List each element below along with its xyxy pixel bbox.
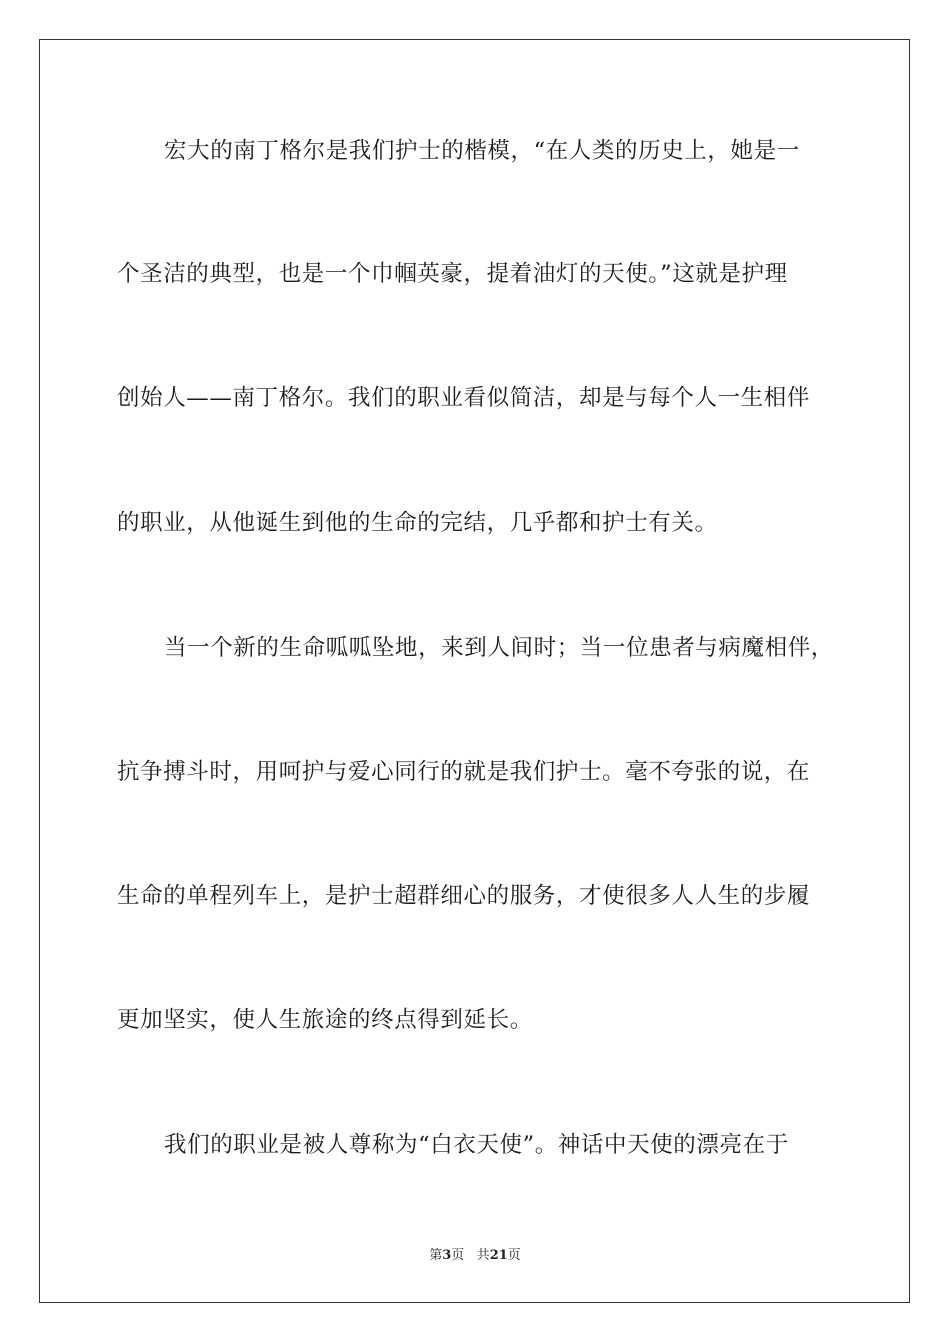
paragraph-1-line-3: 创始人——南丁格尔。我们的职业看似简洁，却是与每个人一生相伴 [117, 385, 811, 411]
paragraph-2-line-3: 生命的单程列车上，是护士超群细心的服务，才使很多人人生的步履 [117, 883, 811, 909]
page-footer [0, 1247, 950, 1265]
page-border [39, 39, 910, 1303]
paragraph-1-line-4: 的职业，从他诞生到他的生命的完结，几乎都和护士有关。 [117, 510, 718, 536]
paragraph-2-line-2: 抗争搏斗时，用呵护与爱心同行的就是我们护士。毫不夸张的说，在 [117, 759, 811, 785]
paragraph-1-line-1: 宏大的南丁格尔是我们护士的楷模，“在人类的历史上，她是一 [164, 138, 800, 164]
total-suffix: 页 [507, 1248, 521, 1263]
page-current-number: 3 [442, 1248, 452, 1263]
page-suffix: 页 [451, 1248, 465, 1263]
paragraph-1-line-2: 个圣洁的典型，也是一个巾帼英豪，提着油灯的天使。”这就是护理 [117, 261, 788, 287]
page-prefix: 第 [429, 1248, 443, 1263]
paragraph-3-line-1: 我们的职业是被人尊称为“白衣天使”。神话中天使的漂亮在于 [164, 1132, 789, 1158]
total-prefix: 共 [476, 1248, 490, 1263]
paragraph-2-line-1: 当一个新的生命呱呱坠地，来到人间时；当一位患者与病魔相伴， [164, 635, 834, 661]
page-total-number: 21 [489, 1248, 508, 1263]
paragraph-2-line-4: 更加坚实，使人生旅途的终点得到延长。 [117, 1007, 533, 1033]
